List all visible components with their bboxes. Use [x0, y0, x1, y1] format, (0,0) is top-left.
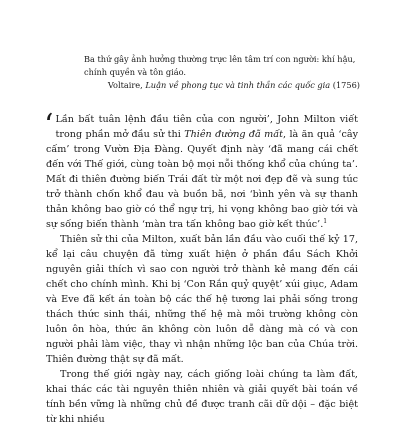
paradise-lost-title: Thiên đường đã mất: [184, 129, 284, 140]
epigraph-attribution: [108, 79, 360, 91]
paragraph-1-text-end: , là ăn quả ‘cây cấm’ trong Vườn Địa Đàng. Quyết định này ‘đã mang cái chết đến với Thế giới, cùng toàn bộ mọi nỗi thống khổ của chúng ta’. Mất đi thiên đường biến Trái đất từ một nơi đẹp đẽ và sung túc trở thành chốn khổ đau và buồn bã, nơi ‘bình yên và sự thanh thản không bao giờ có thể ngự trị, hi vọng không bao giờ tới và sự sống biến thành ‘màn tra tấn không bao giờ kết thúc’.: [46, 129, 358, 230]
paragraph-1: [44, 108, 358, 232]
epigraph-author: Voltaire,: [107, 80, 143, 90]
epigraph-year: (1756): [332, 80, 360, 90]
chapter-body: [44, 108, 358, 427]
paragraph-3: Trong thế giới ngày nay, cách giống loài chúng ta làm đất, khai thác các tài nguyên thiên nhiên và giải quyết bài toán về tính bền vững là những chủ đề được tranh cãi dữ dội – đặc biệt từ khi nhiều: [46, 369, 358, 425]
paragraph-1-text-start: Lần bất tuân lệnh đầu tiên của con người’, John Milton viết trong phần mở đầu sử thi: [55, 114, 358, 140]
opening-quote-mark: ‘: [44, 108, 54, 143]
footnote-marker: 1: [323, 217, 328, 225]
paragraph-2: Thiên sử thi của Milton, xuất bản lần đầu vào cuối thế kỷ 17, kể lại câu chuyện đã từng xuất hiện ở phần đầu Sách Khởi nguyên giải thích vì sao con người trở thành kẻ mang đến cái chết cho chính mình. Khi bị ‘Con Rắn quỷ quyệt’ xúi giục, Adam và Eve đã kết án toàn bộ các thế hệ tương lai phải sống trong thách thức sinh thái, những thế hệ mà môi trường không còn luôn ôn hòa, thức ăn không còn luôn dễ dàng mà có và con người phải làm việc, thay vì nhận những lộc ban của Chúa trời. Thiên đường thật sự đã mất.: [46, 234, 358, 365]
epigraph-quote: Ba thứ gây ảnh hưởng thường trực lên tâm trí con người: khí hậu, chính quyền và tôn giáo.: [84, 54, 356, 77]
epigraph-work-title: Luận về phong tục và tinh thần các quốc gia: [145, 80, 331, 90]
